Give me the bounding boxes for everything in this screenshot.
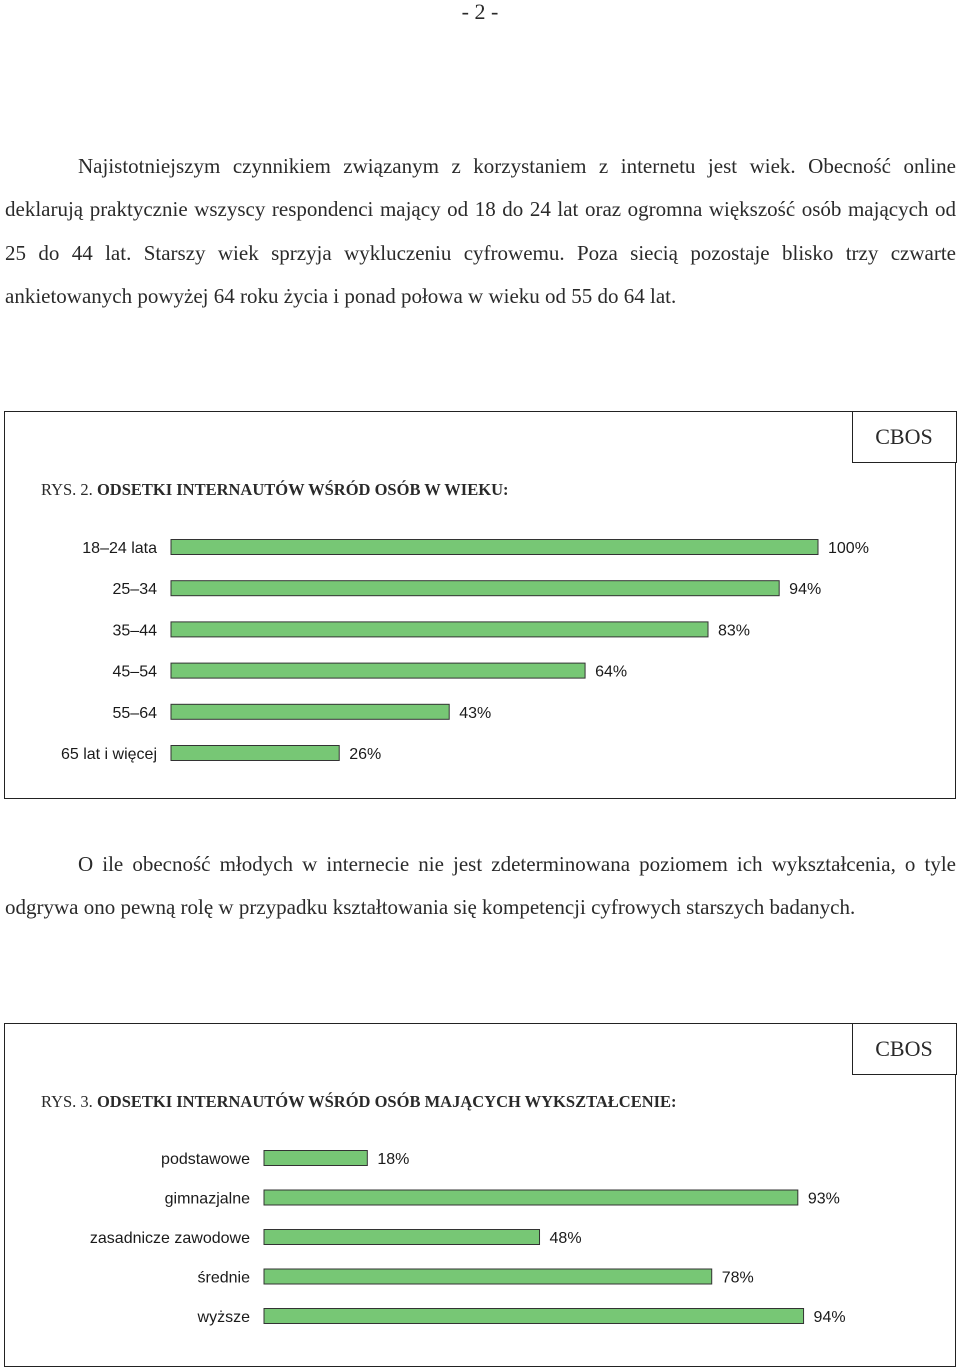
bar [171, 581, 779, 596]
paragraph-age-text: Najistotniejszym czynnikiem związanym z korzystaniem z internetu jest wiek. Obecność online deklarują praktycznie wszyscy respondenci mający od 18 do 24 lat oraz ogromna większość osób mających od 25 do 44 lat. Starszy wiek sprzyja wykluczeniu cyfrowemu. Poza siecią pozostaje blisko trzy czwarte ankietowanych powyżej 64 roku życia i ponad połowa w wieku od 55 do 64 lat. [5, 154, 956, 308]
bar [264, 1309, 804, 1324]
category-label: 35–44 [112, 622, 157, 640]
bar [171, 663, 585, 678]
figure-education [4, 1023, 956, 1367]
education-bar-chart [5, 1024, 957, 1368]
category-label: 65 lat i więcej [60, 746, 157, 763]
bar [171, 540, 818, 555]
figure-caption: ODSETKI INTERNAUTÓW WŚRÓD OSÓB W WIEKU: [96, 480, 509, 499]
bar [264, 1230, 540, 1245]
age-bar-chart [5, 412, 957, 800]
value-label: 18% [377, 1151, 410, 1168]
bar [171, 704, 449, 719]
value-label: 100% [828, 540, 869, 557]
value-label: 64% [595, 663, 628, 681]
paragraph-age [5, 145, 956, 318]
category-label: 18–24 lata [82, 540, 157, 557]
category-label: wyższe [197, 1309, 250, 1326]
figure-age [4, 411, 956, 799]
paragraph-education [5, 843, 956, 930]
value-label: 78% [721, 1269, 754, 1287]
value-label: 48% [549, 1230, 582, 1247]
figure-number: RYS. 3. [41, 1092, 93, 1111]
value-label: 83% [718, 622, 751, 640]
bar [171, 622, 708, 637]
category-label: 55–64 [112, 704, 157, 722]
bar [264, 1151, 367, 1166]
page-number: - 2 - [461, 0, 499, 24]
value-label: 93% [807, 1190, 840, 1208]
category-label: podstawowe [161, 1151, 250, 1168]
paragraph-education-text: O ile obecność młodych w internecie nie jest zdeterminowana poziomem ich wykształcenia, o tyle odgrywa ono pewną rolę w przypadku kształtowania się kompetencji cyfrowych starszych badanych. [5, 852, 956, 920]
bar [171, 746, 339, 761]
bar [264, 1269, 712, 1284]
figure-caption: ODSETKI INTERNAUTÓW WŚRÓD OSÓB MAJĄCYCH WYKSZTAŁCENIE: [96, 1092, 677, 1111]
category-label: 45–54 [112, 663, 157, 681]
category-label: zasadnicze zawodowe [89, 1230, 250, 1247]
category-label: średnie [197, 1269, 250, 1287]
category-label: 25–34 [112, 581, 157, 599]
figure-number: RYS. 2. [41, 480, 93, 499]
value-label: 43% [459, 704, 492, 722]
source-badge: CBOS [852, 411, 957, 463]
source-badge: CBOS [852, 1023, 957, 1075]
value-label: 26% [349, 746, 382, 763]
value-label: 94% [813, 1309, 846, 1326]
bar [264, 1190, 798, 1205]
category-label: gimnazjalne [164, 1190, 250, 1208]
value-label: 94% [789, 581, 822, 599]
